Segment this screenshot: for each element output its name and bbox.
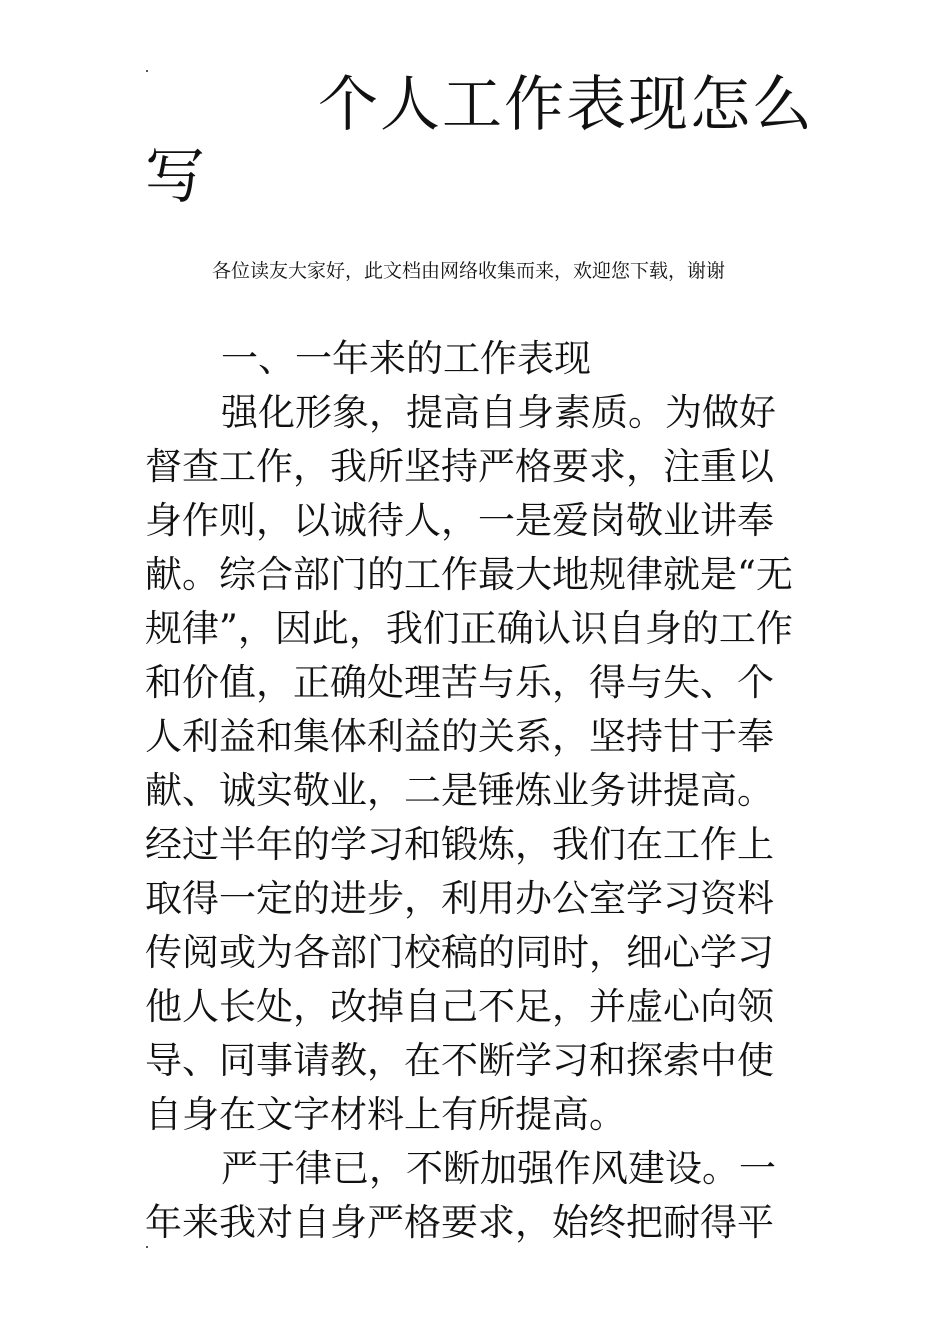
paragraph-line: 强化形象，提高自身素质。为做好	[221, 391, 776, 434]
paragraph-line: 身作则，以诚待人，一是爱岗敬业讲奉	[145, 499, 774, 542]
paragraph-line: 传阅或为各部门校稿的同时，细心学习	[145, 931, 774, 974]
paragraph-line: 献、诚实敬业，二是锤炼业务讲提高。	[145, 769, 774, 812]
paragraph-line: 年来我对自身严格要求，始终把耐得平	[145, 1201, 774, 1244]
document-title-line-2: 写	[145, 142, 205, 212]
paragraph-line: 严于律已，不断加强作风建设。一	[221, 1147, 776, 1190]
paragraph-line: 人利益和集体利益的关系，坚持甘于奉	[145, 715, 774, 758]
document-body	[145, 332, 825, 1250]
paragraph-line: 和价值，正确处理苦与乐，得与失、个	[145, 661, 774, 704]
paragraph-line: 督查工作，我所坚持严格要求，注重以	[145, 445, 774, 488]
paragraph-line: 他人长处，改掉自己不足，并虚心向领	[145, 985, 774, 1028]
paragraph-line: 献。综合部门的工作最大地规律就是“无	[145, 553, 793, 596]
document-title-line-1: 个人工作表现怎么	[318, 70, 814, 140]
document-subtitle: 各位读友大家好，此文档由网络收集而来，欢迎您下载，谢谢	[212, 260, 726, 282]
paragraph-line: 取得一定的进步，利用办公室学习资料	[145, 877, 774, 920]
corner-mark-top	[146, 70, 148, 72]
paragraph-line: 经过半年的学习和锻炼，我们在工作上	[145, 823, 774, 866]
paragraph-line: 规律”，因此，我们正确认识自身的工作	[145, 607, 793, 650]
section-heading: 一、一年来的工作表现	[221, 337, 591, 380]
paragraph-line: 导、同事请教，在不断学习和探索中使	[145, 1039, 774, 1082]
paragraph-line: 自身在文字材料上有所提高。	[145, 1093, 626, 1136]
